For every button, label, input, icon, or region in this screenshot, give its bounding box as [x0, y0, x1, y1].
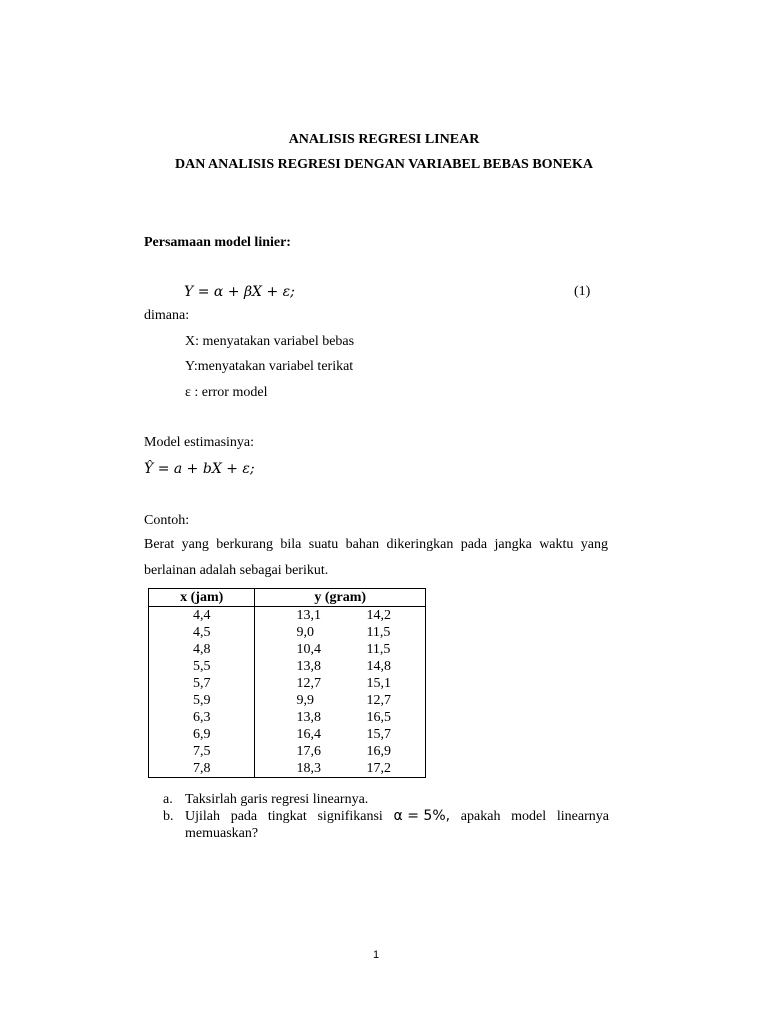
cell-y1: 17,6	[296, 744, 321, 759]
table-row	[149, 726, 426, 743]
cell-x: 5,9	[149, 692, 255, 709]
cell-y1: 10,4	[296, 642, 321, 657]
cell-x: 7,5	[149, 743, 255, 760]
equation-number: (1)	[574, 284, 591, 299]
cell-y1: 9,0	[296, 625, 314, 640]
cell-y2: 16,9	[366, 744, 391, 759]
cell-y2: 14,8	[366, 659, 391, 674]
cell-x: 5,7	[149, 675, 255, 692]
table-row	[149, 709, 426, 726]
cell-y1: 13,8	[296, 710, 321, 725]
cell-y2: 11,5	[366, 642, 391, 657]
table-row	[149, 641, 426, 658]
table-row	[149, 692, 426, 709]
cell-y	[255, 641, 426, 658]
cell-y	[255, 726, 426, 743]
cell-y1: 12,7	[296, 676, 321, 691]
cell-y	[255, 760, 426, 778]
question-a-label: a.	[163, 792, 173, 807]
question-a	[163, 791, 368, 808]
estimation-label: Model estimasinya:	[144, 435, 255, 450]
document-title: ANALISIS REGRESI LINEAR	[288, 132, 480, 147]
table-row	[149, 675, 426, 692]
table-row	[149, 607, 426, 625]
question-b-word: model	[511, 809, 547, 824]
cell-y1: 16,4	[296, 727, 321, 742]
cell-y1: 18,3	[296, 761, 321, 776]
question-b-line1	[185, 808, 609, 825]
cell-y2: 14,2	[366, 608, 391, 623]
cell-y1: 9,9	[296, 693, 314, 708]
question-b	[163, 808, 609, 842]
cell-x: 4,8	[149, 641, 255, 658]
question-b-word: Ujilah	[185, 809, 220, 824]
cell-x: 6,9	[149, 726, 255, 743]
cell-x: 5,5	[149, 658, 255, 675]
estimation-equation: Ŷ = a + bX + ε;	[144, 461, 255, 477]
page-number: 1	[372, 949, 380, 961]
where-label: dimana:	[144, 308, 190, 323]
cell-x: 7,8	[149, 760, 255, 778]
cell-y2: 16,5	[366, 710, 391, 725]
question-b-word: apakah	[460, 809, 501, 824]
example-label: Contoh:	[144, 513, 190, 528]
document-subtitle: DAN ANALISIS REGRESI DENGAN VARIABEL BEBAS BONEKA	[174, 157, 594, 172]
example-text: Berat yang berkurang bila suatu bahan dikeringkan pada jangka waktu yang	[144, 537, 608, 552]
cell-y1: 13,1	[296, 608, 321, 623]
definition-error: ε : error model	[185, 385, 268, 400]
model-equation: Y = α + βX + ε;	[184, 284, 295, 300]
table-header-row	[149, 589, 426, 607]
question-b-word: linearnya	[556, 809, 609, 824]
definition-y: Y:menyatakan variabel terikat	[185, 359, 354, 374]
table-row	[149, 658, 426, 675]
question-b-word: tingkat	[267, 809, 307, 824]
model-heading: Persamaan model linier:	[144, 235, 291, 250]
alpha-value: α = 5%,	[393, 808, 451, 824]
cell-x: 6,3	[149, 709, 255, 726]
cell-y	[255, 675, 426, 692]
cell-y	[255, 743, 426, 760]
cell-y	[255, 692, 426, 709]
header-y: y (gram)	[255, 589, 426, 607]
question-b-line2: memuaskan?	[185, 826, 259, 841]
cell-y	[255, 624, 426, 641]
cell-y1: 13,8	[296, 659, 321, 674]
header-x: x (jam)	[149, 589, 255, 607]
data-table	[148, 588, 426, 778]
cell-y2: 15,1	[366, 676, 391, 691]
example-text-continued: berlainan adalah sebagai berikut.	[144, 563, 329, 578]
table-row	[149, 743, 426, 760]
table-row	[149, 760, 426, 778]
cell-y2: 15,7	[366, 727, 391, 742]
cell-y2: 12,7	[366, 693, 391, 708]
question-b-word: pada	[230, 809, 258, 824]
cell-x: 4,4	[149, 607, 255, 625]
cell-y	[255, 607, 426, 625]
cell-y	[255, 658, 426, 675]
cell-y2: 17,2	[366, 761, 391, 776]
cell-x: 4,5	[149, 624, 255, 641]
cell-y2: 11,5	[366, 625, 391, 640]
question-b-label: b.	[163, 809, 174, 824]
table-row	[149, 624, 426, 641]
definition-x: X: menyatakan variabel bebas	[185, 334, 355, 349]
question-a-text: Taksirlah garis regresi linearnya.	[185, 792, 369, 807]
question-b-word: signifikansi	[317, 809, 383, 824]
cell-y	[255, 709, 426, 726]
